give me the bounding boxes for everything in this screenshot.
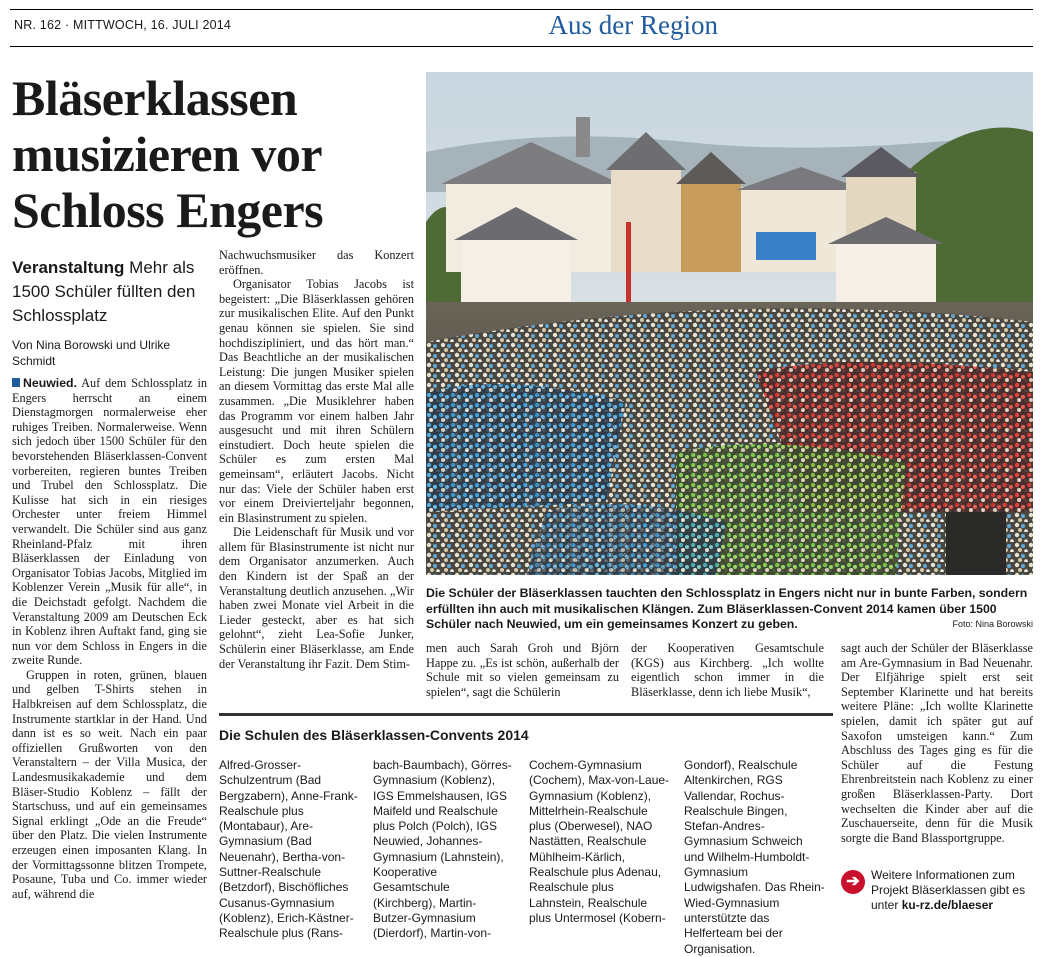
photo-credit: Foto: Nina Borowski <box>952 619 1033 629</box>
paragraph-text: Auf dem Schlossplatz in Engers herrscht an einem Dienstagmorgen normalerweise eher ruhiges Treiben. Normalerweise. Wenn sich jedoch über 1500 Schüler für den bevorstehenden Bläserklassen-Convent vorbereiten, regieren buntes Treiben und Trubel den Schlossplatz. Die Kulisse hat sich in ein riesiges Orchester unter freiem Himmel verwandelt. Die Schüler sind aus ganz Rheinland-Pfalz mit ihren Bläserklassen der Einladung von Organisator Tobias Jacobs, Mitglied im Koblenzer Verein „Musik für alle“, in die Deichstadt gefolgt. Nachdem die Veranstaltung 2009 am Deutschen Eck in Koblenz ihren Auftakt fand, ging sie nun vor dem Schloss in Engers in die zweite Runde. <box>12 376 208 668</box>
article-column-1 <box>12 376 207 921</box>
section-title: Aus der Region <box>548 10 718 40</box>
header-rule <box>10 46 1033 47</box>
schools-column: bach-Baumbach), Görres-Gymnasium (Koblenz), IGS Emmelshausen, IGS Maifeld und Realschule plus Polch (Polch), IGS Neuwied, Johannes-Gymnasium (Lahnstein), Kooperative Gesamtschule (Kirchberg), Martin-Butzer-Gymnasium (Dierdorf), Martin-von- <box>373 758 512 941</box>
headline-line: Bläserklassen <box>12 70 298 126</box>
more-info-label: Weitere Informationen zum Projekt Bläserklassen gibt es unter <box>871 868 1026 912</box>
article-column-5 <box>841 641 1033 877</box>
concert-photo <box>426 72 1033 575</box>
headline <box>12 70 412 238</box>
paragraph: Gruppen in roten, grünen, blauen und gelben T-Shirts stehen in Halbkreisen auf dem Schlossplatz, die Instrumente startklar in der Hand. Und dann ist es so weit. Nach ein paar offiziellen Grußworten von den Veranstaltern – der Villa Musica, der Landesmusikakademie und dem Bläser-Studio Koblenz – fällt der Startschuss, und auf ein gemeinsames Signal erklingt „Ode an die Freude“ über den Platz. Die vielen Instrumente erzeugen einen imposanten Klang. In der Vormittagssonne blitzen Trompete, Posaune, Tuba und Co. immer wieder auf, während die <box>12 667 207 901</box>
paragraph: Nachwuchsmusiker das Konzert eröffnen. <box>219 248 414 277</box>
schools-box-title: Die Schulen des Bläserklassen-Convents 2014 <box>219 727 529 743</box>
paragraph: der Kooperativen Gesamtschule (KGS) aus Kirchberg. „Ich wollte eigentlich schon immer in die Bläserklasse, denn ich liebe Musik“, <box>631 641 824 699</box>
more-info <box>841 868 1036 913</box>
dateline: Neuwied. <box>23 376 77 390</box>
arrow-right-icon: ➔ <box>841 870 865 894</box>
schools-column: Alfred-Grosser-Schulzentrum (Bad Bergzabern), Anne-Frank-Realschule plus (Montabaur), Are-Gymnasium (Bad Neuenahr), Bertha-von-Suttner-Realschule (Betzdorf), Bischöfliches Cusanus-Gymnasium (Koblenz), Erich-Kästner-Realschule plus (Rans- <box>219 758 358 941</box>
paragraph: sagt auch der Schüler der Bläserklasse am Are-Gymnasium in Bad Neuenahr. Der Elfjährige spielt erst seit September Klarinette und hat bereits weitere Pläne: „Ich wollte Klarinette spielen, damit ich später gut auf Saxofon umsteigen kann.“ Zum Abschluss des Tages ging es für die Schüler auf die Festung Ehrenbreitstein nach Koblenz zu einer großen Bläserklassen-Party. Dort wechselten die Kinder aber auf die Zuschauerseite, denn für die Musik sorgte die Band Blassportgruppe. <box>841 641 1033 845</box>
issue-date: NR. 162 · MITTWOCH, 16. JULI 2014 <box>14 18 232 32</box>
article-column-4 <box>631 641 824 701</box>
byline: Von Nina Borowski und Ulrike Schmidt <box>12 338 171 368</box>
teaser-kicker: Veranstaltung <box>12 258 125 277</box>
schools-column: Gondorf), Realschule Altenkirchen, RGS Vallendar, Rochus-Realschule Bingen, Stefan-Andres-Gymnasium Schweich und Wilhelm-Humboldt-Gymnasium Ludwigshafen. Das Rhein-Wied-Gymnasium unterstützte das Helferteam bei der Organisation. <box>684 758 825 956</box>
headline-line: Schloss Engers <box>12 182 324 238</box>
info-box-rule <box>219 713 833 716</box>
more-info-text <box>871 868 1036 913</box>
headline-line: musizieren vor <box>12 126 323 182</box>
paragraph: men auch Sarah Groh und Björn Happe zu. „Es ist schön, außerhalb der Schule mit so vielen gemeinsam zu spielen“, sagt die Schülerin <box>426 641 619 699</box>
paragraph: Organisator Tobias Jacobs ist begeistert: „Die Bläserklassen gehören zur musikalischen Elite. Auf den Punkt genau können sie spielen. Sie sind hochdiszipliniert, und das hört man.“ Das Beachtliche an der musikalischen Leistung: Die jungen Musiker spielen an diesem Vormittag das erste Mal alle zusammen. „Die Musiklehrer haben das Programm vor einem halben Jahr ausgesucht und mit ihren Schülern einstudiert. Doch heute spielen die Schüler es zum ersten Mal gemeinsam“, erläutert Jacobs. Nicht nur das: Viele der Schüler haben erst vor einem Dreivierteljahr begonnen, ein Blasinstrument zu spielen. <box>219 277 414 525</box>
teaser-text: Mehr als 1500 Schüler füllten den Schlossplatz <box>12 258 196 325</box>
top-rule <box>10 9 1033 10</box>
section-marker-icon <box>12 378 20 387</box>
paragraph <box>12 376 207 668</box>
schools-column: Cochem-Gymnasium (Cochem), Max-von-Laue-Gymnasium (Koblenz), Mittelrhein-Realschule plus (Oberwesel), NAO Nastätten, Realschule Mühlheim-Kärlich, Realschule plus Adenau, Realschule plus Lahnstein, Realschule plus Untermosel (Kobern- <box>529 758 670 925</box>
photo-caption: Die Schüler der Bläserklassen tauchten den Schlossplatz in Engers nicht nur in bunte Farben, sondern erfüllten ihn auch mit musikalischen Klängen. Zum Bläserklassen-Convent 2014 kamen über 1500 Schüler nach Neuwied, um ein gemeinsames Konzert zu geben. <box>426 586 1028 631</box>
article-column-3 <box>426 641 619 701</box>
paragraph: Die Leidenschaft für Musik und vor allem für Blasinstrumente ist nicht nur dem Organisator anzumerken. Auch den Kindern ist der Spaß an der Veranstaltung deutlich anzusehen. „Wir haben zwei Monate viel Arbeit in die Lieder gesteckt, aber es hat sich gelohnt“, zieht Lea-Sofie Junker, Schülerin einer Bläserklasse, am Ende der Veranstaltung ihr Fazit. Dem Stim- <box>219 525 414 671</box>
more-info-link[interactable]: ku-rz.de/blaeser <box>901 898 994 912</box>
article-column-2 <box>219 248 414 699</box>
teaser <box>12 256 212 328</box>
